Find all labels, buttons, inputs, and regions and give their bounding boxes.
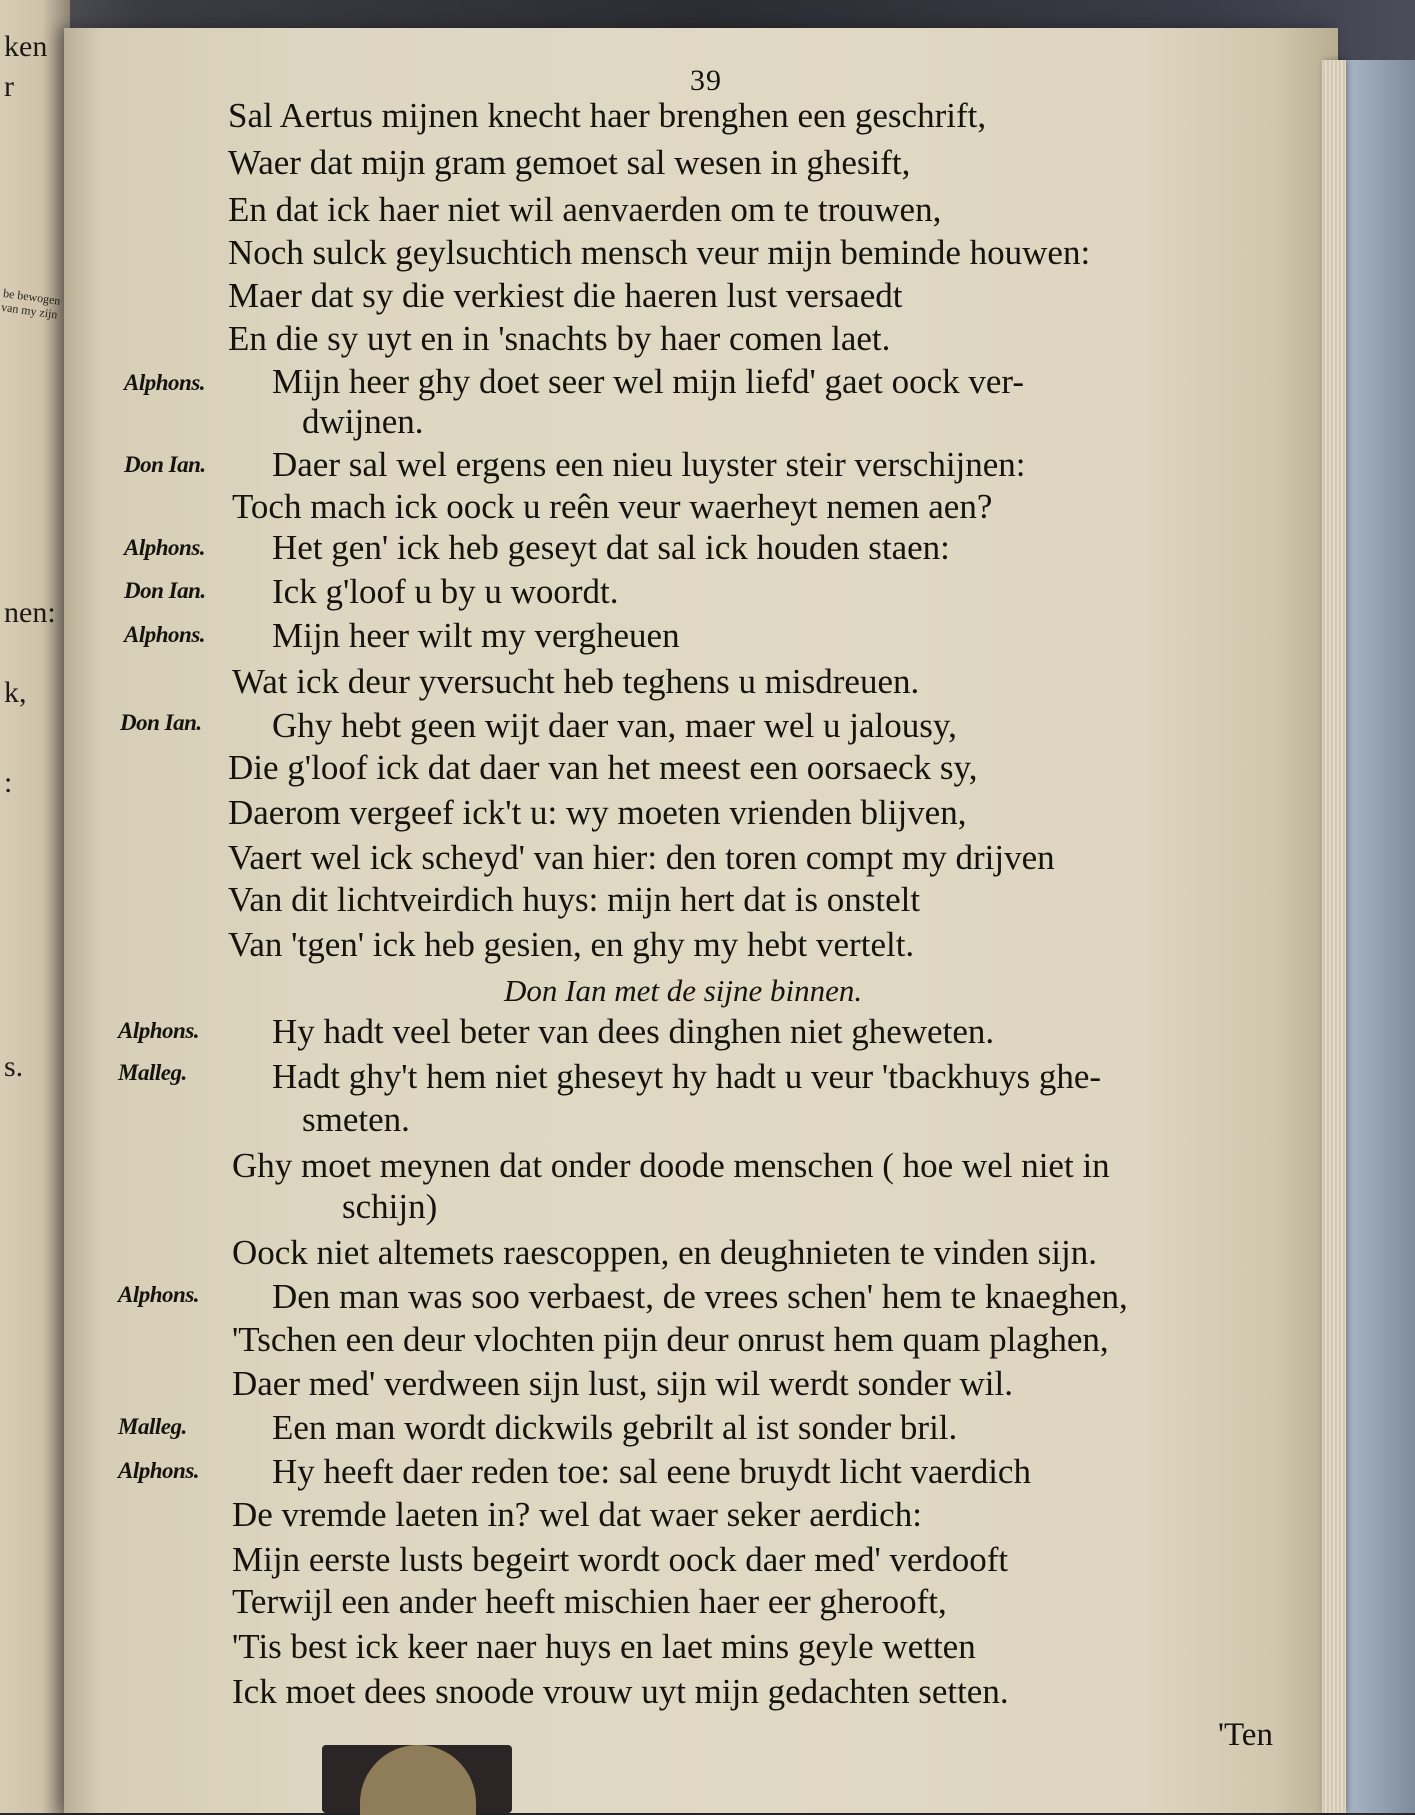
verse-line: De vremde laeten in? wel dat waer seker aerdich:: [232, 1495, 922, 1534]
verse-line: Noch sulck geylsuchtich mensch veur mijn beminde houwen:: [228, 233, 1091, 272]
verse-line: Wat ick deur yversucht heb teghens u misdreuen.: [232, 662, 920, 701]
verse-line: Den man was soo verbaest, de vrees schen' hem te knaeghen,: [272, 1277, 1128, 1316]
speaker-label: Alphons.: [124, 370, 206, 395]
verse-line: Mijn heer wilt my vergheuen: [272, 616, 680, 655]
verse-line: dwijnen.: [302, 402, 424, 441]
verse-line: Van dit lichtveirdich huys: mijn hert dat is onstelt: [228, 880, 921, 919]
verse-line: En dat ick haer niet wil aenvaerden om te trouwen,: [228, 190, 942, 229]
speaker-label: Don Ian.: [124, 578, 206, 603]
left-page-fragment: ken: [4, 30, 48, 63]
left-page-fragment: s.: [4, 1050, 24, 1083]
left-page-fragment: nen:: [4, 596, 56, 629]
verse-line: Vaert wel ick scheyd' van hier: den toren compt my drijven: [228, 838, 1055, 877]
left-page-fragment: k,: [4, 676, 27, 709]
verse-line: Terwijl een ander heeft mischien haer eer gherooft,: [232, 1582, 947, 1621]
speaker-label: Alphons.: [124, 535, 206, 560]
verse-line: 'Tschen een deur vlochten pijn deur onrust hem quam plaghen,: [232, 1320, 1109, 1359]
page-number: 39: [690, 64, 722, 97]
verse-line: Ick moet dees snoode vrouw uyt mijn gedachten setten.: [232, 1672, 1009, 1711]
verse-line: Waer dat mijn gram gemoet sal wesen in ghesift,: [228, 143, 911, 182]
speaker-label: Alphons.: [124, 622, 206, 647]
verse-line: Daerom vergeef ick't u: wy moeten vrienden blijven,: [228, 793, 967, 832]
verse-line: Ick g'loof u by u woordt.: [272, 572, 619, 611]
left-page-note: be bewogen van my zijn: [0, 285, 62, 322]
verse-line: En die sy uyt en in 'snachts by haer comen laet.: [228, 319, 891, 358]
verse-line: Daer sal wel ergens een nieu luyster steir verschijnen:: [272, 445, 1026, 484]
verse-line: Maer dat sy die verkiest die haeren lust versaedt: [228, 276, 903, 315]
speaker-label: Alphons.: [118, 1458, 200, 1483]
stage-direction: Don Ian met de sijne binnen.: [504, 973, 863, 1008]
speaker-label: Don Ian.: [120, 710, 202, 735]
verse-line: Hy hadt veel beter van dees dinghen niet gheweten.: [272, 1012, 995, 1051]
verse-line: Ghy moet meynen dat onder doode menschen ( hoe wel niet in: [232, 1146, 1110, 1185]
verse-line: Hadt ghy't hem niet gheseyt hy hadt u veur 'tbackhuys ghe-: [272, 1057, 1102, 1096]
verse-line: Ghy hebt geen wijt daer van, maer wel u jalousy,: [272, 706, 957, 745]
catchword: 'Ten: [1218, 1717, 1273, 1753]
verse-line: Het gen' ick heb geseyt dat sal ick houden staen:: [272, 528, 950, 567]
speaker-label: Malleg.: [118, 1414, 187, 1439]
speaker-label: Malleg.: [118, 1060, 187, 1085]
left-page-fragment: r: [4, 70, 14, 103]
verse-line: Die g'loof ick dat daer van het meest een oorsaeck sy,: [228, 748, 978, 787]
verse-line: Oock niet altemets raescoppen, en deughnieten te vinden sijn.: [232, 1233, 1098, 1272]
verse-line: Van 'tgen' ick heb gesien, en ghy my hebt vertelt.: [228, 925, 915, 964]
verse-line: Toch mach ick oock u reên veur waerheyt nemen aen?: [232, 487, 993, 526]
left-page-fragment: :: [4, 766, 13, 799]
verse-line: 'Tis best ick keer naer huys en laet mins geyle wetten: [232, 1627, 976, 1666]
speaker-label: Alphons.: [118, 1282, 200, 1307]
speaker-label: Don Ian.: [124, 452, 206, 477]
verse-line: Daer med' verdween sijn lust, sijn wil werdt sonder wil.: [232, 1364, 1014, 1403]
speaker-label: Alphons.: [118, 1018, 200, 1043]
verse-line: Een man wordt dickwils gebrilt al ist sonder bril.: [272, 1408, 958, 1447]
verse-line: Sal Aertus mijnen knecht haer brenghen een geschrift,: [228, 96, 987, 135]
verse-line: schijn): [342, 1187, 438, 1226]
verse-line: Mijn eerste lusts begeirt wordt oock daer med' verdooft: [232, 1540, 1009, 1579]
verse-line: Mijn heer ghy doet seer wel mijn liefd' gaet oock ver-: [272, 362, 1025, 401]
verse-line: Hy heeft daer reden toe: sal eene bruydt licht vaerdich: [272, 1452, 1031, 1491]
verse-line: smeten.: [302, 1100, 410, 1139]
